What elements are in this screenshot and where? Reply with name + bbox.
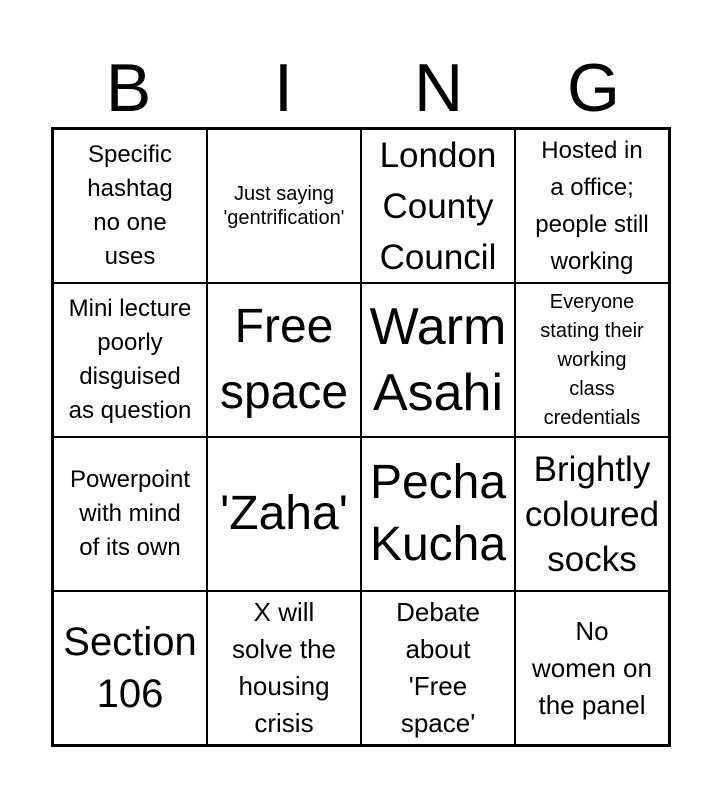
bingo-header [51, 50, 671, 126]
cell-text: Specific hashtag no one uses [87, 141, 173, 270]
bingo-cell[interactable] [361, 283, 515, 437]
bingo-cell[interactable] [515, 591, 669, 745]
bingo-cell[interactable] [515, 283, 669, 437]
cell-text: Hosted in a office; people still working [535, 137, 649, 275]
header-letter-b: B [105, 50, 152, 126]
bingo-cell[interactable] [207, 437, 361, 591]
cell-text: 'Zaha' [220, 487, 348, 540]
bingo-cell[interactable] [515, 437, 669, 591]
bingo-cell[interactable] [361, 437, 515, 591]
cell-text: Section 106 [63, 620, 197, 716]
cell-text: Everyone stating their working class credentials [540, 290, 644, 429]
cell-text: Mini lecture poorly disguised as question [68, 295, 192, 424]
header-letter-n: N [413, 50, 464, 126]
bingo-cell[interactable] [207, 283, 361, 437]
cell-text: London County Council [379, 135, 497, 277]
cell-text: Debate about 'Free space' [396, 597, 480, 738]
cell-text: Powerpoint with mind of its own [69, 466, 191, 561]
bingo-cell[interactable] [53, 591, 207, 745]
bingo-cell[interactable] [53, 283, 207, 437]
cell-text: Warm Asahi [369, 298, 507, 422]
bingo-cell[interactable] [361, 129, 515, 283]
bingo-card-grid [51, 127, 671, 747]
bingo-cell[interactable] [361, 591, 515, 745]
cell-text: X will solve the housing crisis [231, 597, 337, 738]
cell-text: Just saying 'gentrification' [223, 183, 345, 229]
bingo-cell[interactable] [515, 129, 669, 283]
header-letter-g: G [567, 50, 620, 126]
bingo-cell[interactable] [207, 591, 361, 745]
header-letter-i: I [274, 50, 293, 126]
bingo-cell[interactable] [207, 129, 361, 283]
cell-text: Free space [219, 300, 349, 419]
cell-text: Pecha Kucha [369, 456, 507, 571]
bingo-cell[interactable] [53, 437, 207, 591]
bingo-cell[interactable] [53, 129, 207, 283]
cell-text: No women on the panel [532, 615, 652, 720]
cell-text: Brightly coloured socks [524, 449, 660, 579]
